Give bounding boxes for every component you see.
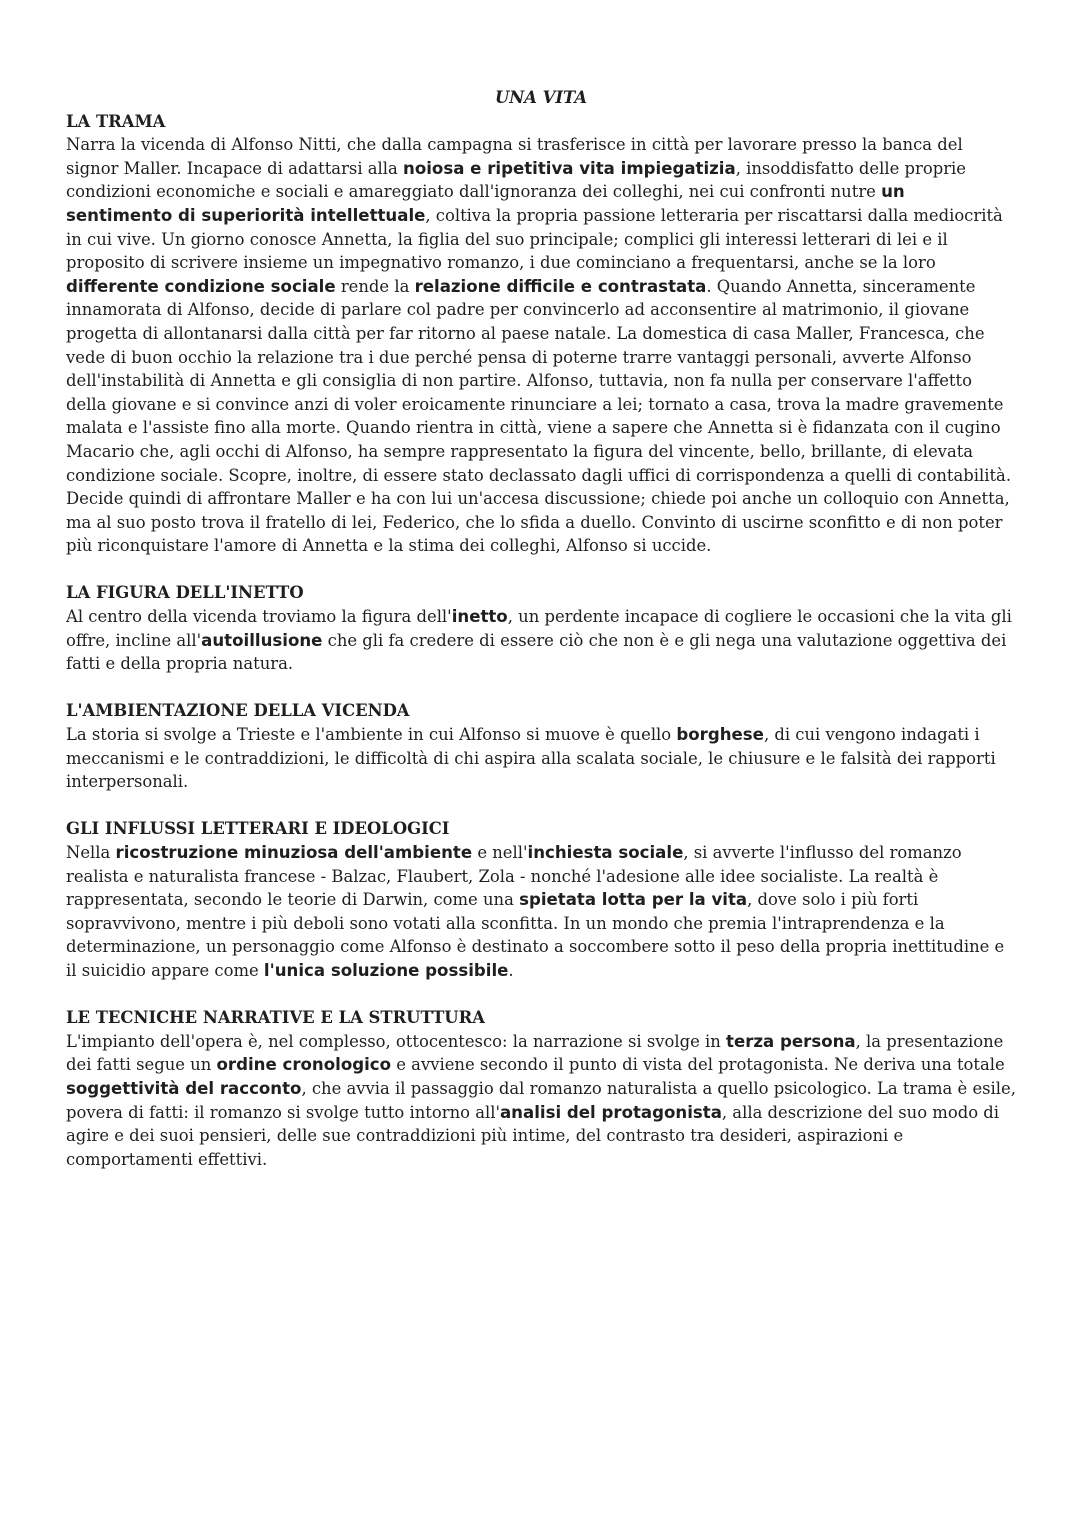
- body-text: , la presentazione dei fatti segue un: [66, 1031, 1004, 1075]
- emphasized-text: noiosa e ripetitiva vita impiegatizia: [403, 158, 736, 178]
- section: [66, 581, 1016, 675]
- document-title: UNA VITA: [494, 88, 588, 107]
- section-body: [66, 605, 1016, 676]
- emphasized-text: ordine cronologico: [216, 1055, 392, 1075]
- section-heading: LA TRAMA: [66, 111, 166, 131]
- body-text: che gli fa credere di essere ciò che non è e gli nega una valutazione oggettiva dei fatti e della propria natura.: [66, 630, 1007, 674]
- section-body: [66, 133, 1016, 558]
- emphasized-text: inetto: [451, 607, 508, 627]
- body-text: , che avvia il passaggio dal romanzo naturalista a quello psicologico. La trama è esile, povera di fatti: il romanzo si svolge tutto intorno all': [66, 1078, 1016, 1122]
- body-text: . Quando Annetta, sinceramente innamorata di Alfonso, decide di parlare col padre per convincerlo ad acconsentire al matrimonio, il giovane progetta di allontanarsi dalla città per far ritorno al paese natale. La domestica di casa Maller, Francesca, che vede di buon occhio la relazione tra i due perché pensa di poterne trarre vantaggi personali, avverte Alfonso dell'instabilità di Annetta e gli consiglia di non partire. Alfonso, tuttavia, non fa nulla per conservare l'affetto della giovane e si convince anzi di voler eroicamente rinunciare a lei; tornato a casa, trova la madre gravemente malata e l'assiste fino alla morte. Quando rientra in città, viene a sapere che Annetta si è fidanzata con il cugino Macario che, agli occhi di Alfonso, ha sempre rappresentato la figura del vincente, bello, brillante, di elevata condizione sociale. Scopre, inoltre, di essere stato declassato dagli uffici di corrispondenza a quelli di contabilità. Decide quindi di affrontare Maller e ha con lui un'accesa discussione; chiede poi anche un colloquio con Annetta, ma al suo posto trova il fratello di lei, Federico, che lo sfida a duello. Convinto di uscirne sconfitto e di non poter più riconquistare l'amore di Annetta e la stima dei colleghi, Alfonso si uccide.: [66, 276, 1012, 556]
- section-heading: GLI INFLUSSI LETTERARI E IDEOLOGICI: [66, 819, 450, 839]
- document-page: [66, 86, 1016, 1195]
- body-text: e nell': [472, 843, 528, 862]
- body-text: L'impianto dell'opera è, nel complesso, ottocentesco: la narrazione si svolge in: [66, 1031, 727, 1051]
- body-text: e avviene secondo il punto di vista del protagonista. Ne deriva una totale: [391, 1055, 1005, 1075]
- body-text: , si avverte l'influsso del romanzo realista e naturalista francese - Balzac, Flaubert, Zola - nonché l'adesione alle idee socialiste. La realtà è rappresentata, secondo le teorie di Darwin, come una: [66, 843, 962, 910]
- body-text: , alla descrizione del suo modo di agire e dei suoi pensieri, delle sue contraddizioni più intime, del contrasto tra desideri, aspirazioni e comportamenti effettivi.: [66, 1102, 1000, 1169]
- body-text: , insoddisfatto delle proprie condizioni economiche e sociali e amareggiato dall'ignoranza dei colleghi, nei cui confronti nutre: [66, 158, 966, 202]
- body-text: , coltiva la propria passione letteraria per riscattarsi dalla mediocrità in cui vive. Un giorno conosce Annetta, la figlia del suo principale; complici gli interessi letterari di lei e il proposito di scrivere insieme un impegnativo romanzo, i due cominciano a frequentarsi, anche se la loro: [66, 205, 1003, 273]
- body-text: .: [508, 960, 514, 980]
- emphasized-text: spietata lotta per la vita: [519, 890, 748, 910]
- section-body: [66, 723, 1016, 794]
- emphasized-text: terza persona: [726, 1031, 856, 1051]
- body-text: rende la: [335, 276, 415, 296]
- section: [66, 110, 1016, 558]
- emphasized-text: borghese: [676, 725, 764, 745]
- emphasized-text: differente condizione sociale: [66, 276, 336, 296]
- body-text: La storia si svolge a Trieste e l'ambiente in cui Alfonso si muove è quello: [66, 725, 677, 745]
- section: [66, 1006, 1016, 1171]
- section: [66, 817, 1016, 982]
- document-sections: [66, 110, 1016, 1172]
- body-text: Narra la vicenda di Alfonso Nitti, che dalla campagna si trasferisce in città per lavorare presso la banca del signor Maller. Incapace di adattarsi alla: [66, 135, 963, 178]
- emphasized-text: ricostruzione minuziosa dell'ambiente: [115, 843, 473, 862]
- emphasized-text: l'unica soluzione possibile: [263, 960, 509, 980]
- emphasized-text: relazione difficile e contrastata: [414, 276, 707, 296]
- section: [66, 699, 1016, 793]
- emphasized-text: un sentimento di superiorità intellettuale: [66, 182, 905, 225]
- emphasized-text: autoillusione: [201, 630, 323, 650]
- body-text: , di cui vengono indagati i meccanismi e le contraddizioni, le difficoltà di chi aspira alla scalata sociale, le chiusure e le falsità dei rapporti interpersonali.: [66, 725, 996, 792]
- emphasized-text: analisi del protagonista: [499, 1102, 722, 1122]
- emphasized-text: inchiesta sociale: [527, 843, 684, 862]
- section-heading: L'AMBIENTAZIONE DELLA VICENDA: [66, 701, 410, 721]
- section-heading: LA FIGURA DELL'INETTO: [66, 583, 304, 603]
- body-text: , dove solo i più forti sopravvivono, mentre i più deboli sono votati alla sconfitta. In un mondo che premia l'intraprendenza e la determinazione, un personaggio come Alfonso è destinato a soccombere sotto il peso della propria inettitudine e il suicidio appare come: [66, 890, 1005, 980]
- body-text: Al centro della vicenda troviamo la figura dell': [66, 607, 452, 627]
- section-body: [66, 1030, 1016, 1172]
- section-body: [66, 841, 1016, 983]
- body-text: , un perdente incapace di cogliere le occasioni che la vita gli offre, incline all': [66, 607, 1012, 650]
- emphasized-text: soggettività del racconto: [66, 1078, 302, 1098]
- section-heading: LE TECNICHE NARRATIVE E LA STRUTTURA: [66, 1008, 485, 1028]
- body-text: Nella: [66, 843, 116, 862]
